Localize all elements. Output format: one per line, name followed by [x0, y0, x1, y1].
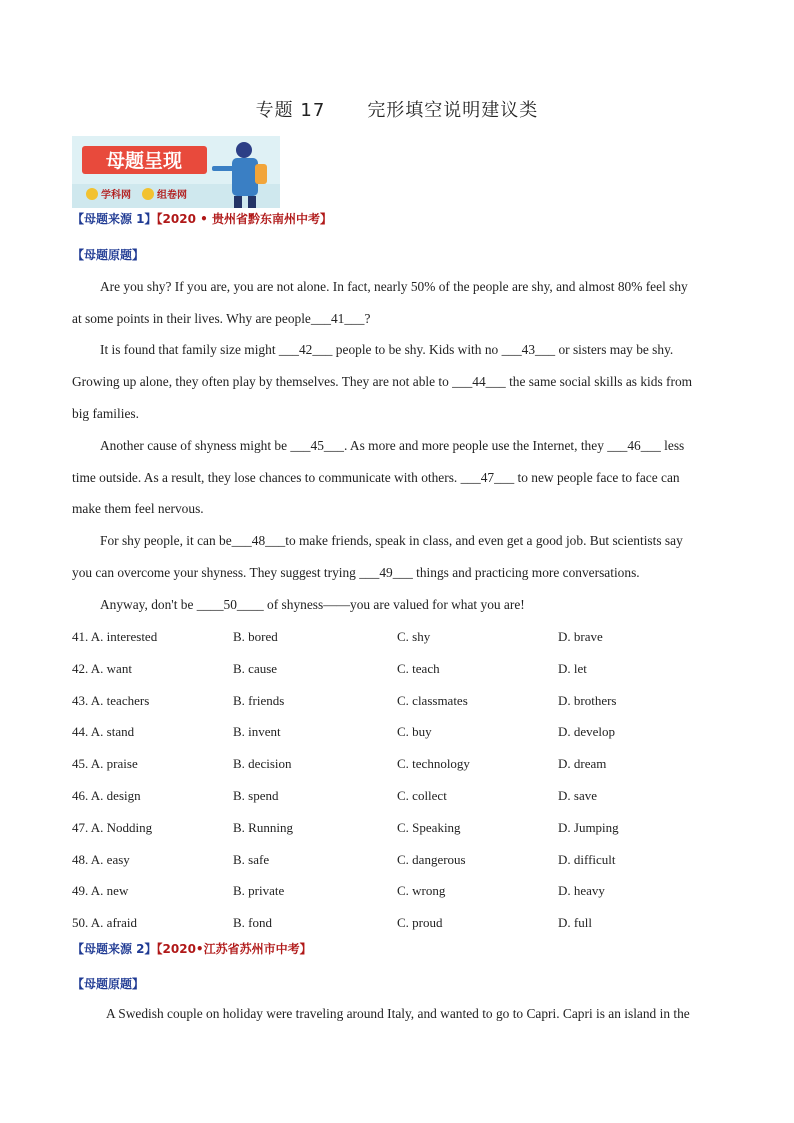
passage-line — [100, 279, 724, 295]
passage-line — [72, 501, 724, 517]
question-option-a: 43. A. teachers — [72, 692, 150, 708]
passage-line — [100, 342, 724, 358]
passage-line — [72, 406, 724, 422]
text: less — [660, 438, 685, 453]
option-b: B. Running — [233, 819, 293, 835]
blank-49: ___49___ — [359, 565, 413, 580]
passage-line — [72, 311, 724, 327]
passage-line — [72, 470, 724, 486]
option-c: C. classmates — [397, 692, 468, 708]
passage-2-line: A Swedish couple on holiday were traveling around Italy, and wanted to go to Capri. Capri is an island in the — [106, 1006, 690, 1021]
text: at some points in their lives. Why are people — [72, 311, 311, 326]
option-b: B. friends — [233, 692, 285, 708]
option-c: C. collect — [397, 788, 447, 803]
blank-41: ___41___ — [310, 311, 365, 326]
text: Growing up alone, they often play by themselves. They are not able to — [72, 374, 453, 389]
question-option-a: 42. A. want — [72, 660, 132, 676]
source-1 — [72, 210, 332, 227]
blank-43: ___43___ — [501, 342, 556, 357]
question-option-a: 48. A. easy — [72, 851, 130, 867]
text: things and practicing more conversations. — [412, 565, 640, 580]
source-1-detail: 【2020 • 贵州省黔东南州中考】 — [156, 212, 332, 226]
page-title — [0, 96, 794, 122]
question-option-a: 47. A. Nodding — [72, 819, 153, 835]
question-option-a: 46. A. design — [72, 788, 141, 803]
option-b: B. fond — [233, 915, 272, 931]
option-d: D. dream — [558, 756, 607, 772]
text: to make friends, speak in class, and even get a good job. But scientists say — [285, 533, 683, 548]
original-1-label: 【母题原题】 — [72, 248, 145, 262]
option-c: C. proud — [397, 915, 443, 931]
question-option-a: 41. A. interested — [72, 629, 158, 644]
option-b: B. bored — [233, 629, 278, 644]
text: of shyness——you are valued for what you are! — [263, 597, 525, 612]
original-2-label: 【母题原题】 — [72, 977, 145, 991]
banner-logo-1: 学科网 — [101, 190, 131, 201]
passage-line — [72, 374, 724, 390]
option-b: B. decision — [233, 756, 292, 772]
text: Are you shy? If you are, you are not alone. In fact, nearly 50% of the people are shy, and almost 80% feel shy — [100, 279, 688, 294]
text: or sisters may be shy. — [555, 342, 674, 357]
option-c: C. buy — [397, 724, 432, 740]
option-b: B. cause — [233, 660, 278, 676]
passage-line — [100, 438, 724, 454]
text: the same social skills as kids from — [505, 374, 693, 389]
blank-50: ____50____ — [196, 597, 264, 612]
passage-line — [100, 533, 724, 549]
text: you can overcome your shyness. They suggest trying — [72, 565, 360, 580]
text: Anyway, don't be — [100, 597, 197, 612]
text: For shy people, it can be — [100, 533, 232, 548]
text: Another cause of shyness might be — [100, 438, 291, 453]
blank-42: ___42___ — [278, 342, 333, 357]
text: big families. — [72, 406, 139, 421]
option-d: D. brave — [558, 629, 603, 644]
blank-47: ___47___ — [460, 470, 515, 485]
option-b: B. spend — [233, 788, 279, 803]
option-c: C. technology — [397, 756, 470, 772]
option-d: D. save — [558, 788, 597, 803]
source-2-detail: 【2020•江苏省苏州市中考】 — [156, 942, 312, 956]
text: . As more and more people use the Internet, they — [343, 438, 608, 453]
title-topic: 完形填空说明建议类 — [367, 100, 539, 121]
text: make them feel nervous. — [72, 501, 204, 516]
text: to new people face to face can — [514, 470, 680, 485]
text: time outside. As a result, they lose chances to communicate with others. — [72, 470, 461, 485]
option-d: D. full — [558, 915, 592, 931]
option-d: D. develop — [558, 724, 616, 740]
option-d: D. Jumping — [558, 819, 619, 835]
option-c: C. wrong — [397, 883, 446, 899]
question-option-a: 50. A. afraid — [72, 915, 137, 931]
source-1-label: 【母题来源 1】 — [72, 212, 157, 226]
question-option-a: 49. A. new — [72, 883, 129, 899]
text: It is found that family size might — [100, 342, 279, 357]
mascot-icon — [86, 188, 98, 200]
blank-44: ___44___ — [452, 374, 506, 389]
option-b: B. safe — [233, 851, 270, 867]
passage-line — [100, 597, 724, 613]
text: ? — [364, 311, 371, 326]
passage-line — [72, 565, 724, 581]
option-d: D. brothers — [558, 692, 617, 708]
option-d: D. let — [558, 660, 587, 676]
option-d: D. difficult — [558, 851, 616, 867]
banner-logo-2: 组卷网 — [157, 190, 187, 201]
question-option-a: 44. A. stand — [72, 724, 135, 740]
option-d: D. heavy — [558, 883, 605, 899]
mascot-icon-2 — [142, 188, 154, 200]
blank-48: ___48___ — [231, 533, 286, 548]
blank-45: ___45___ — [290, 438, 344, 453]
option-b: B. private — [233, 883, 285, 899]
option-b: B. invent — [233, 724, 281, 740]
option-c: C. shy — [397, 629, 431, 644]
title-number: 专题 17 — [255, 100, 326, 121]
source-2 — [72, 940, 312, 957]
question-option-a: 45. A. praise — [72, 756, 138, 772]
option-c: C. teach — [397, 660, 440, 676]
banner-heading: 母题呈现 — [105, 150, 183, 172]
option-c: C. dangerous — [397, 851, 466, 867]
text: people to be shy. Kids with no — [332, 342, 502, 357]
banner-image — [72, 136, 280, 208]
source-2-label: 【母题来源 2】 — [72, 942, 157, 956]
blank-46: ___46___ — [607, 438, 661, 453]
option-c: C. Speaking — [397, 819, 461, 835]
